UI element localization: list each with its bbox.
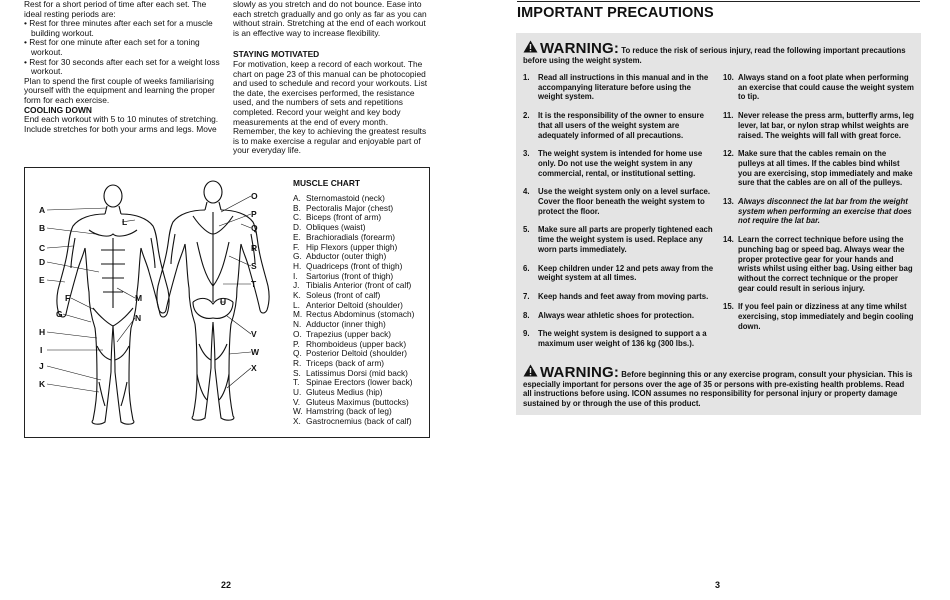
muscle-name: Posterior Deltoid (shoulder) — [306, 348, 407, 359]
precaution-text: If you feel pain or dizziness at any time whilst exercising, stop immediately and begin cooling down. — [738, 302, 914, 331]
muscle-letter: I. — [293, 270, 298, 281]
warning-top — [523, 40, 915, 65]
muscle-letter: A. — [293, 193, 301, 203]
precaution-text: Never release the press arm, butterfly arms, leg lever, lat bar, or nylon strap whilst weights are raised. The weights will fall with great force. — [738, 111, 914, 140]
warning-word: WARNING: — [540, 364, 620, 381]
muscle-name: Adductor (inner thigh) — [306, 319, 386, 330]
muscle-figures-illustration — [25, 168, 295, 438]
muscle-name: Hamstring (back of leg) — [306, 406, 392, 417]
chart-label: E — [39, 275, 45, 285]
muscle-letter: X. — [293, 416, 301, 427]
muscle-letter: O. — [293, 328, 302, 339]
page-number-left: 22 — [221, 580, 232, 590]
warning-bottom — [523, 364, 915, 408]
muscle-name: Gastrocnemius (back of calf) — [306, 416, 412, 427]
muscle-name: Obliques (waist) — [306, 222, 366, 233]
chart-label: M — [135, 293, 143, 303]
precaution-text: Learn the correct technique before using the punching bag or speed bag. Always wear the proper protective gear for your hands and wrists whilst using either bag. Using either bag without the correct technique or the proper gear could result in serious injury. — [738, 235, 913, 293]
muscle-name: Latissimus Dorsi (mid back) — [306, 367, 408, 378]
muscle-name: Quadriceps (front of thigh) — [306, 260, 403, 271]
precaution-number: 8. — [523, 310, 530, 320]
precaution-number: 1. — [523, 73, 530, 82]
precaution-item — [723, 111, 915, 140]
muscle-letter: L. — [293, 299, 300, 310]
warning-triangle-icon — [523, 40, 538, 53]
precaution-item — [523, 264, 714, 283]
muscle-name: Gluteus Medius (hip) — [306, 387, 383, 398]
chart-label: S — [251, 261, 257, 271]
precaution-text: Read all instructions in this manual and in the accompanying literature before using the weight system. — [538, 73, 709, 102]
resting-intro: Rest for a short period of time after each set. The ideal resting periods are: — [24, 0, 207, 19]
precaution-text: It is the responsibility of the owner to ensure that all users of the weight system are adequately informed of all precautions. — [538, 111, 704, 140]
muscle-letter: B. — [293, 202, 301, 213]
muscle-name: Anterior Deltoid (shoulder) — [306, 299, 403, 310]
muscle-name: Spinae Erectors (lower back) — [306, 377, 413, 388]
muscle-letter: U. — [293, 387, 302, 398]
precautions-title: IMPORTANT PRECAUTIONS — [517, 5, 714, 21]
resting-bullet: • Rest for 30 seconds after each set for a weight loss workout. — [24, 56, 220, 77]
muscle-name: Biceps (front of arm) — [306, 212, 382, 223]
chart-label: O — [251, 191, 258, 201]
precaution-text: Keep children under 12 and pets away from the weight system at all times. — [538, 263, 714, 283]
precaution-text: The weight system is intended for home use only. Do not use the weight system in any commercial, rental, or institutional setting. — [538, 149, 703, 178]
chart-label: G — [56, 309, 63, 319]
staying-motivated-heading: STAYING MOTIVATED — [233, 49, 320, 60]
warning-top-text: To reduce the risk of serious injury, read the following important precautions before using the weight system. — [523, 46, 906, 65]
muscle-name: Trapezius (upper back) — [306, 328, 392, 339]
precaution-number: 11. — [723, 111, 734, 121]
precaution-item — [723, 302, 915, 331]
page-number-right: 3 — [715, 580, 721, 590]
muscle-letter: N. — [293, 319, 302, 330]
warning-triangle-icon — [523, 364, 538, 377]
precaution-text: Make sure that the cables remain on the pulleys at all times. If the cables bind whilst you are exercising, stop immediately and make sure that the cables are on all of the pulleys. — [738, 149, 913, 188]
precaution-number: 14. — [723, 235, 734, 245]
muscle-name: Soleus (front of calf) — [306, 290, 381, 301]
precaution-text: Keep hands and feet away from moving parts. — [538, 291, 709, 301]
precaution-text: Use the weight system only on a level surface. Cover the floor beneath the weight system to protect the floor. — [538, 187, 711, 216]
precaution-number: 15. — [723, 302, 734, 312]
muscle-name: Tibialis Anterior (front of calf) — [306, 280, 412, 291]
warning-bottom-text: Before beginning this or any exercise program, consult your physician. This is especially important for persons over the age of 35 or persons with pre-existing health problems. Read all instructions before using. ICON assumes no responsibility for personal injury or property damage sustained by or through the use of this product. — [523, 370, 913, 408]
precaution-text: Make sure all parts are properly tightened each time the weight system is used. Replace any worn parts immediately. — [538, 225, 713, 254]
muscle-letter: J. — [293, 280, 300, 291]
staying-motivated-text: For motivation, keep a record of each workout. The chart on page 23 of this manual can be photocopied and used to schedule and record your workouts. List the date, the exercises performed, the resistance used, and the numbers of sets and repetitions completed. Record your weight and key body measurements at the end of every month. Remember, the key to achieving the greatest results is to make exercise a regular and enjoyable part of your everyday life. — [233, 58, 428, 156]
left-column-1 — [24, 0, 224, 134]
familiarise-paragraph: Plan to spend the first couple of weeks familiarising yourself with the equipment and learning the proper form for each exercise. — [24, 75, 215, 105]
muscle-letter: C. — [293, 212, 302, 223]
muscle-letter: M. — [293, 309, 303, 320]
precaution-item — [523, 292, 714, 302]
muscle-letter: F. — [293, 241, 300, 252]
muscle-letter: Q. — [293, 348, 302, 359]
precaution-number: 10. — [723, 73, 734, 82]
resting-bullet: • Rest for three minutes after each set for a muscle building workout. — [24, 18, 213, 38]
label-leader-lines — [47, 196, 251, 392]
muscle-letter: T. — [293, 377, 300, 388]
precaution-number: 9. — [523, 329, 530, 339]
muscle-name: Hip Flexors (upper thigh) — [306, 241, 398, 252]
muscle-letter: S. — [293, 367, 301, 378]
cooling-down-heading: COOLING DOWN — [24, 104, 92, 115]
chart-label: N — [135, 313, 142, 323]
chart-label: I — [40, 345, 43, 355]
precaution-number: 7. — [523, 291, 530, 301]
warning-word: WARNING: — [540, 40, 620, 57]
precaution-item — [523, 329, 714, 348]
chart-label: J — [39, 361, 44, 371]
precaution-number: 13. — [723, 197, 734, 207]
muscle-letter: W. — [293, 406, 303, 417]
chart-label: B — [39, 223, 46, 233]
chart-label: X — [251, 363, 257, 373]
precaution-number: 5. — [523, 225, 530, 235]
precaution-item — [523, 311, 714, 321]
precaution-item — [523, 187, 714, 216]
stretch-continued-text: slowly as you stretch and do not bounce. Ease into each stretch gradually and go only as far as you can without strain. Stretching at the end of each workout is an effective way to increase flexibility. — [233, 0, 427, 38]
chart-label: Q — [251, 223, 258, 233]
chart-label: F — [65, 293, 71, 303]
precaution-text: Always wear athletic shoes for protection. — [538, 310, 694, 320]
muscle-name: Sternomastoid (neck) — [306, 193, 385, 203]
muscle-chart-box — [24, 167, 430, 438]
precaution-item — [523, 149, 714, 178]
muscle-letter: D. — [293, 222, 302, 233]
precaution-number: 4. — [523, 187, 530, 197]
muscle-chart-item — [293, 417, 414, 427]
chart-label: V — [251, 329, 257, 339]
muscle-letter: E. — [293, 231, 301, 242]
muscle-chart-title: MUSCLE CHART — [293, 178, 360, 188]
muscle-letter: H. — [293, 260, 302, 271]
muscle-name: Abductor (outer thigh) — [306, 251, 387, 262]
chart-label: T — [251, 279, 257, 289]
chart-label: A — [39, 205, 46, 215]
top-rule — [517, 1, 920, 2]
chart-label: R — [251, 243, 258, 253]
precaution-item — [723, 73, 915, 102]
chart-label: C — [39, 243, 46, 253]
precaution-item — [723, 149, 915, 188]
precaution-text: Always disconnect the lat bar from the weight system when performing an exercise that does not require the lat bar. — [738, 197, 912, 226]
precaution-number: 12. — [723, 149, 734, 159]
precaution-item — [523, 111, 714, 140]
muscle-letter: P. — [293, 338, 300, 349]
chart-label: L — [122, 217, 128, 227]
muscle-name: Brachioradials (forearm) — [306, 231, 395, 242]
precaution-text: The weight system is designed to support a a maximum user weight of 136 kg (300 lbs.). — [538, 329, 707, 349]
chart-label: U — [220, 297, 227, 307]
cooling-down-text: End each workout with 5 to 10 minutes of stretching. Include stretches for both your arms and legs. Move — [24, 114, 219, 134]
precaution-number: 3. — [523, 149, 530, 159]
front-figure-labels — [39, 205, 142, 389]
muscle-letter: K. — [293, 290, 301, 301]
chart-label: K — [39, 379, 46, 389]
precaution-item — [723, 197, 915, 226]
chart-label: W — [251, 347, 260, 357]
muscle-name: Sartorius (front of thigh) — [306, 270, 394, 281]
precaution-item — [523, 225, 714, 254]
muscle-name: Rectus Abdominus (stomach) — [306, 309, 415, 320]
chart-label: D — [39, 257, 46, 267]
chart-label: P — [251, 209, 257, 219]
precaution-item — [523, 73, 714, 102]
precautions-list-right — [723, 73, 915, 340]
resting-bullet: • Rest for one minute after each set for a toning workout. — [24, 37, 200, 57]
muscle-name: Rhomboideus (upper back) — [306, 338, 407, 349]
chart-label: H — [39, 327, 46, 337]
precaution-number: 6. — [523, 263, 530, 273]
muscle-name: Pectoralis Major (chest) — [306, 202, 394, 213]
muscle-name: Gluteus Maximus (buttocks) — [306, 396, 409, 407]
muscle-letter: V. — [293, 396, 301, 407]
muscle-letter: R. — [293, 357, 302, 368]
precaution-text: Always stand on a foot plate when performing an exercise that could cause the weight system to tip. — [738, 73, 914, 102]
left-column-2 — [233, 0, 428, 156]
precaution-item — [723, 235, 915, 293]
muscle-name: Triceps (back of arm) — [306, 357, 385, 368]
muscle-letter: G. — [293, 251, 302, 262]
precautions-list-left — [523, 73, 714, 358]
precaution-number: 2. — [523, 111, 530, 121]
muscle-chart-list — [293, 194, 414, 427]
